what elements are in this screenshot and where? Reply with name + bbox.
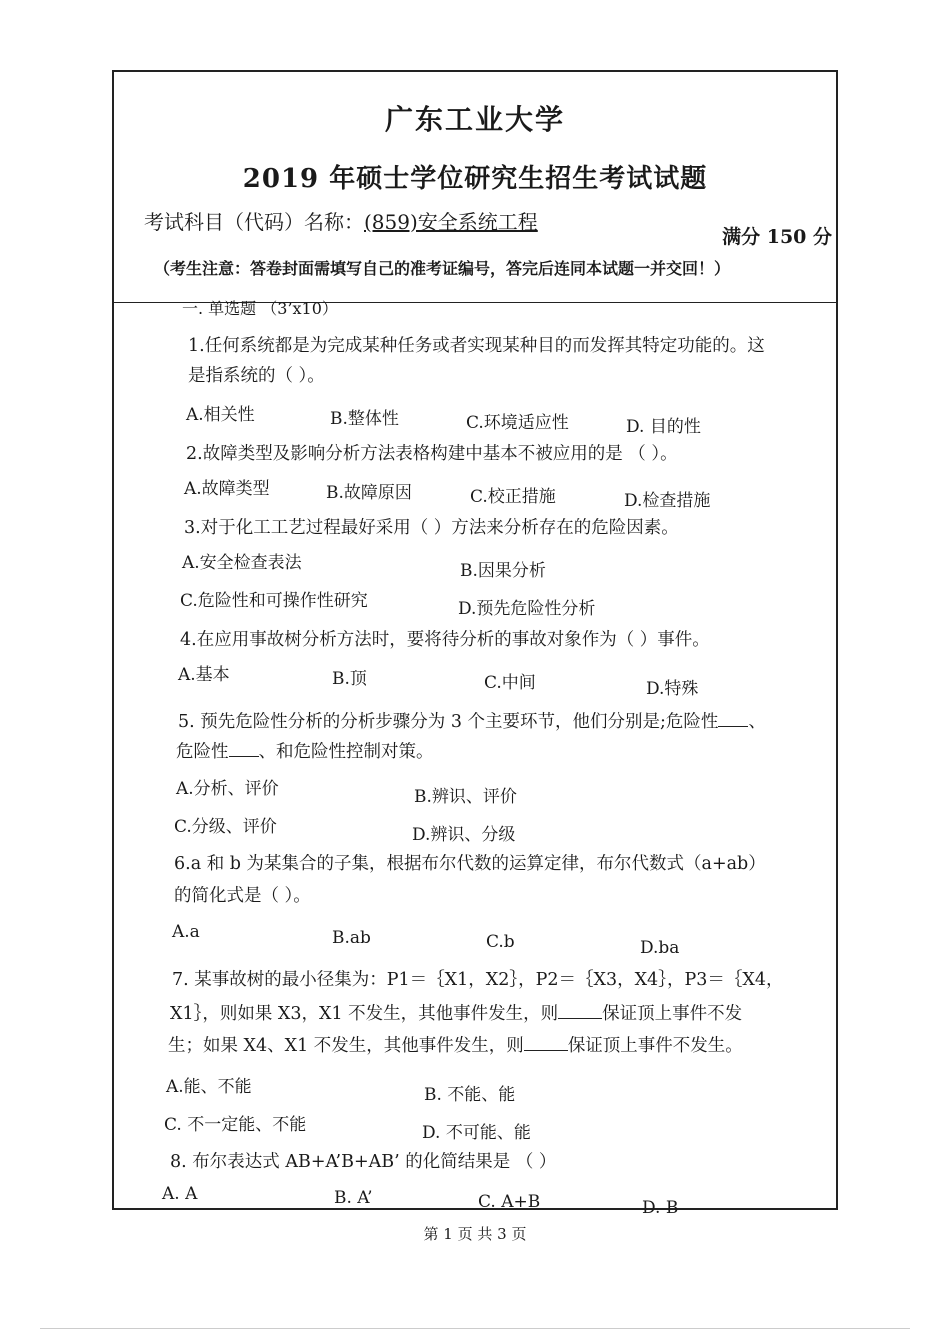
question-1-line-2: 是指系统的（ ）。 [188, 366, 325, 386]
exam-title: 2019 年硕士学位研究生招生考试试题 [242, 164, 708, 194]
question-4-option-d: D.特殊 [646, 679, 699, 699]
question-2-option-b: B.故障原因 [326, 483, 412, 503]
question-4-option-c: C.中间 [484, 673, 536, 693]
question-4-option-a: A.基本 [178, 665, 230, 685]
question-1-option-a: A.相关性 [186, 405, 255, 425]
question-8-option-d: D. B [642, 1198, 679, 1218]
section-title: 一. 单选题 （3’x10） [182, 299, 338, 318]
question-6-option-b: B.ab [332, 928, 371, 948]
question-6-option-a: A.a [172, 922, 200, 942]
question-3-option-d: D.预先危险性分析 [458, 599, 596, 619]
question-3-option-a: A.安全检查表法 [182, 553, 302, 573]
question-2-line-1: 2.故障类型及影响分析方法表格构建中基本不被应用的是 （ ）。 [186, 444, 678, 464]
question-5-option-d: D.辨识、分级 [412, 825, 516, 845]
question-8-line-1: 8. 布尔表达式 AB+A’B+AB’ 的化简结果是 （ ） [170, 1152, 557, 1172]
question-5-line-1 [178, 708, 766, 733]
question-5-option-c: C.分级、评价 [174, 817, 277, 837]
question-1-option-c: C.环境适应性 [466, 413, 569, 433]
scan-edge-line [40, 1328, 910, 1329]
question-4-option-b: B.顶 [332, 669, 367, 689]
question-7-line-1: 7. 某事故树的最小径集为：P1＝｛X1，X2｝，P2＝｛X3，X4｝，P3＝｛X4， [172, 970, 784, 990]
exam-header [114, 72, 836, 303]
question-6-line-1: 6.a 和 b 为某集合的子集，根据布尔代数的运算定律，布尔代数式（a+ab） [174, 854, 766, 874]
question-2-option-d: D.检查措施 [624, 491, 711, 511]
question-7-text-2a: X1｝，则如果 X3，X1 不发生，其他事件发生，则 [170, 1004, 559, 1024]
question-5-option-b: B.辨识、评价 [414, 787, 517, 807]
question-2-option-a: A.故障类型 [184, 479, 270, 499]
question-3-line-1: 3.对于化工工艺过程最好采用（ ）方法来分析存在的危险因素。 [184, 518, 679, 538]
question-7-text-3a: 生；如果 X4、X1 不发生，其他事件发生，则 [168, 1036, 524, 1056]
full-score: 满分 150 分 [722, 226, 832, 248]
question-8-option-a: A. A [162, 1184, 198, 1204]
subject-value: (859)安全系统工程 [364, 210, 538, 234]
exam-paper-frame [112, 70, 838, 1218]
question-7-option-d: D. 不可能、能 [422, 1123, 531, 1143]
page-footer: 第 1 页 共 3 页 [423, 1225, 527, 1243]
question-7-line-2 [170, 1000, 742, 1025]
question-8-option-c: C. A+B [478, 1192, 541, 1212]
question-8-option-b: B. A’ [334, 1188, 373, 1208]
question-5-text-3: 危险性 [176, 742, 229, 762]
subject-line [144, 206, 538, 235]
question-6-option-d: D.ba [640, 938, 680, 958]
question-5-text-4: 、和危险性控制对策。 [258, 742, 434, 762]
question-2-option-c: C.校正措施 [470, 487, 556, 507]
subject-label: 考试科目（代码）名称： [144, 210, 364, 234]
university-name: 广东工业大学 [384, 103, 565, 136]
question-3-option-c: C.危险性和可操作性研究 [180, 591, 368, 611]
question-1-line-1: 1.任何系统都是为完成某种任务或者实现某种目的而发挥其特定功能的。这 [188, 336, 765, 356]
answer-blank [229, 739, 259, 758]
answer-blank [558, 1001, 602, 1020]
question-6-option-c: C.b [486, 932, 515, 952]
question-4-line-1: 4.在应用事故树分析方法时，要将待分析的事故对象作为（ ）事件。 [180, 630, 710, 650]
question-1-option-b: B.整体性 [330, 409, 399, 429]
question-5-text-1: 5. 预先危险性分析的分析步骤分为 3 个主要环节，他们分别是;危险性 [178, 712, 719, 732]
question-5-option-a: A.分析、评价 [176, 779, 279, 799]
question-6-line-2: 的简化式是（ ）。 [174, 886, 311, 906]
question-7-text-2b: 保证顶上事件不发 [602, 1004, 743, 1024]
answer-blank [718, 709, 748, 728]
question-7-option-a: A.能、不能 [166, 1077, 252, 1097]
question-5-line-2 [176, 738, 434, 763]
question-7-line-3 [168, 1032, 743, 1057]
question-area [114, 299, 836, 1218]
question-1-option-d: D. 目的性 [626, 417, 701, 437]
candidate-notice: （考生注意：答卷封面需填写自己的准考证编号，答完后连同本试题一并交回！） [154, 259, 731, 278]
question-7-option-b: B. 不能、能 [424, 1085, 516, 1105]
question-7-text-3b: 保证顶上事件不发生。 [567, 1036, 743, 1056]
question-5-text-2: 、 [748, 712, 766, 732]
question-7-option-c: C. 不一定能、不能 [164, 1115, 307, 1135]
question-3-option-b: B.因果分析 [460, 561, 546, 581]
answer-blank [524, 1033, 568, 1052]
